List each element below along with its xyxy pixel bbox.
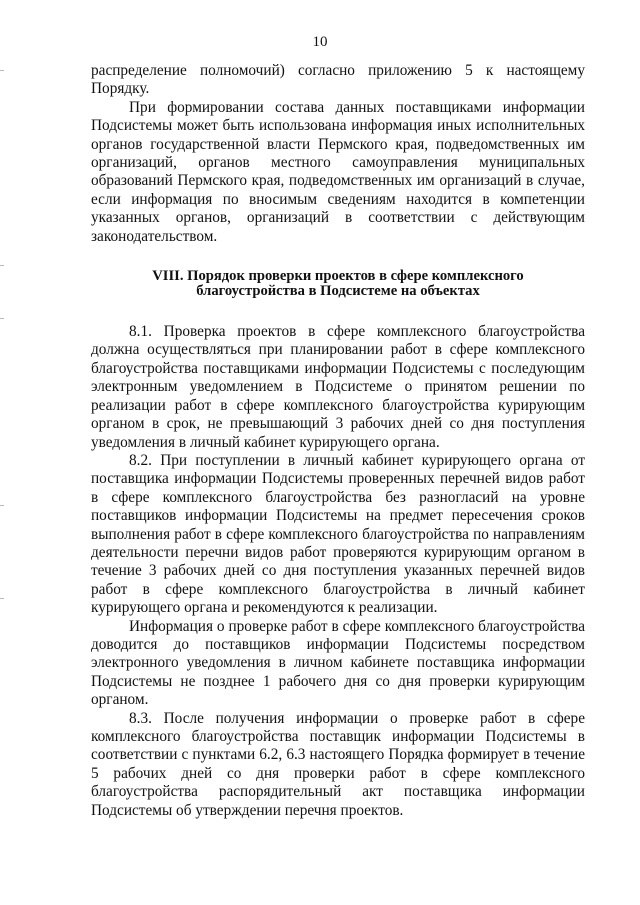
section-heading-line-1: VIII. Порядок проверки проектов в сфере комплексного bbox=[152, 268, 524, 285]
clause-8-1: 8.1. Проверка проектов в сфере комплексного благоустройства должна осуществляться при планировании работ в сфере комплексного благоустройства поставщиками информации Подсистемы с последующим электронным уведомлением в Подсистеме о принятом решении по реализации работ в сфере комплексного благоустройства курирующим органом в срок, не превышающий 3 рабочих дней со дня поступления уведомления в личный кабинет курирующего органа. bbox=[91, 323, 585, 451]
scan-edge-marks bbox=[0, 0, 6, 905]
section-heading bbox=[91, 269, 585, 299]
paragraph-continuation: распределение полномочий) согласно приложению 5 к настоящему Порядку. bbox=[91, 62, 585, 98]
section-heading-line-2: благоустройства в Подсистеме на объектах bbox=[196, 283, 480, 300]
page-number: 10 bbox=[312, 34, 328, 50]
paragraph-check-information: Информация о проверке работ в сфере комплексного благоустройства доводится до поставщиков информации Подсистемы посредством электронного уведомления в личном кабинете поставщика информации Подсистемы не позднее 1 рабочего дня со дня проверки курирующим органом. bbox=[91, 617, 585, 709]
document-body bbox=[91, 62, 585, 820]
clause-8-2: 8.2. При поступлении в личный кабинет курирующего органа от поставщика информации Подсистемы проверенных перечней видов работ в сфере комплексного благоустройства без разногласий на уровне поставщиков информации Подсистемы на предмет пересечения сроков выполнения работ в сфере комплексного благоустройства по направлениям деятельности перечни видов работ проверяются курирующим органом в течение 3 рабочих дней со дня поступления указанных перечней видов работ в сфере комплексного благоустройства в личный кабинет курирующего органа и рекомендуются к реализации. bbox=[91, 451, 585, 617]
clause-8-3: 8.3. После получения информации о проверке работ в сфере комплексного благоустройства поставщик информации Подсистемы в соответствии с пунктами 6.2, 6.3 настоящего Порядка формирует в течение 5 рабочих дней со дня проверки работ в сфере комплексного благоустройства распорядительный акт поставщика информации Подсистемы об утверждении перечня проектов. bbox=[91, 709, 585, 819]
paragraph-data-sources: При формировании состава данных поставщиками информации Подсистемы может быть использована информация иных исполнительных органов государственной власти Пермского края, подведомственных им организаций, органов местного самоуправления муниципальных образований Пермского края, подведомственных им организаций в случае, если информация по вносимым сведениям находится в компетенции указанных органов, организаций в соответствии с действующим законодательством. bbox=[91, 98, 585, 245]
